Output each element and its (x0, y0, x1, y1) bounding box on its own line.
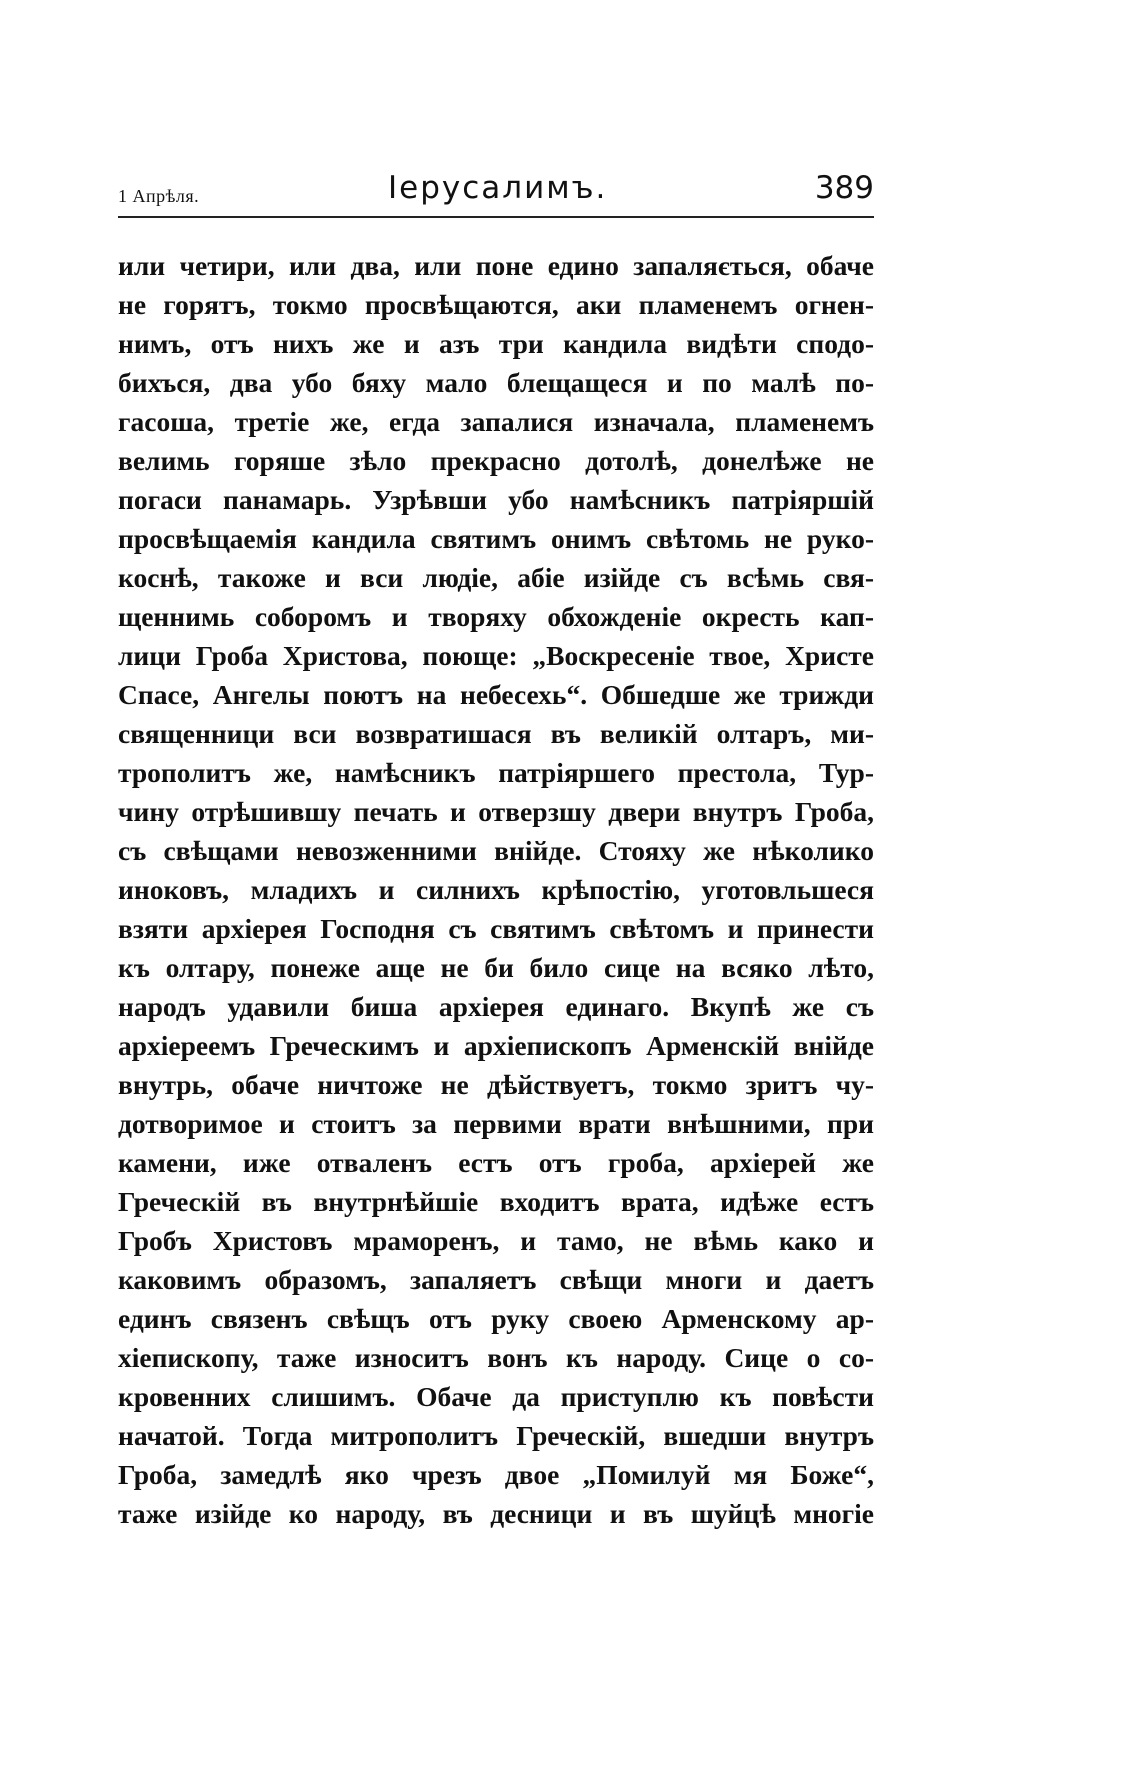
text-line: не горятъ, токмо просвѣщаются, аки пламенемъ огнен- (118, 289, 874, 320)
text-line: велимь горяше зѣло прекрасно дотолѣ, донелѣже не (118, 445, 874, 476)
text-line: трополитъ же, намѣсникъ патріяршего престола, Тур- (118, 757, 874, 788)
header-title: Іерусалимъ. (388, 170, 608, 206)
text-line: Гроба, замедлѣ яко чрезъ двое „Помилуй мя Боже“, (118, 1459, 874, 1490)
text-line: каковимъ образомъ, запаляетъ свѣщи многи и даетъ (118, 1264, 874, 1295)
text-line: Спасе, Ангелы поютъ на небесехь“. Обшедше же трижди (118, 679, 874, 710)
text-line: къ олтару, понеже аще не би било сице на всяко лѣто, (118, 952, 874, 983)
text-line: внутрь, обаче ничтоже не дѣйствуетъ, токмо зритъ чу- (118, 1069, 874, 1100)
text-line: коснѣ, такоже и вси людіе, абіе изійде съ всѣмь свя- (118, 562, 874, 593)
text-line: лици Гроба Христова, поюще: „Воскресеніе твое, Христе (118, 640, 874, 671)
text-line: щеннимь соборомъ и творяху обхожденіе окресть кап- (118, 601, 874, 632)
text-line: Греческій въ внутрнѣйшіе входитъ врата, идѣже естъ (118, 1186, 874, 1217)
text-line: кровенних слишимъ. Обаче да приступлю къ повѣсти (118, 1381, 874, 1412)
page-number: 389 (814, 170, 874, 206)
text-line: Гробъ Христовъ мраморенъ, и тамо, не вѣмь како и (118, 1225, 874, 1256)
text-line: камени, иже отваленъ естъ отъ гроба, архіерей же (118, 1147, 874, 1178)
text-line: чину отрѣшившу печать и отверзшу двери внутръ Гроба, (118, 796, 874, 827)
text-line: или четири, или два, или поне едино запаляється, обаче (118, 250, 874, 281)
text-line: таже изійде ко народу, въ десници и въ шуйцѣ многіе (118, 1498, 874, 1529)
text-line: священници вси возвратишася въ великій олтаръ, ми- (118, 718, 874, 749)
header-rule (118, 216, 874, 218)
text-line: бихъся, два убо бяху мало блещащеся и по малѣ по- (118, 367, 874, 398)
text-line: дотворимое и стоитъ за первими врати внѣшними, при (118, 1108, 874, 1139)
text-line: просвѣщаемія кандила святимъ онимъ свѣтомь не руко- (118, 523, 874, 554)
text-line: начатой. Тогда митрополитъ Греческій, вшедши внутръ (118, 1420, 874, 1451)
text-line: народъ удавили биша архіерея единаго. Вкупѣ же съ (118, 991, 874, 1022)
body-text (118, 246, 874, 1533)
text-line: хіепископу, таже износитъ вонъ къ народу. Сице о со- (118, 1342, 874, 1373)
text-line: взяти архіерея Господня съ святимъ свѣтомъ и принести (118, 913, 874, 944)
text-line: единъ связенъ свѣщъ отъ руку своею Арменскому ар- (118, 1303, 874, 1334)
text-line: погаси панамарь. Узрѣвши убо намѣсникъ патріяршій (118, 484, 874, 515)
running-head (118, 170, 874, 220)
text-line: нимъ, отъ нихъ же и азъ три кандила видѣти сподо- (118, 328, 874, 359)
text-line: иноковъ, младихъ и силнихъ крѣпостію, уготовльшеся (118, 874, 874, 905)
header-date: 1 Апрѣля. (118, 186, 200, 206)
text-line: архіереемъ Греческимъ и архіепископъ Арменскій внійде (118, 1030, 874, 1061)
text-line: гасоша, третіе же, егда запалися изначала, пламенемъ (118, 406, 874, 437)
text-line: съ свѣщами невозженними внійде. Стояху же нѣколико (118, 835, 874, 866)
